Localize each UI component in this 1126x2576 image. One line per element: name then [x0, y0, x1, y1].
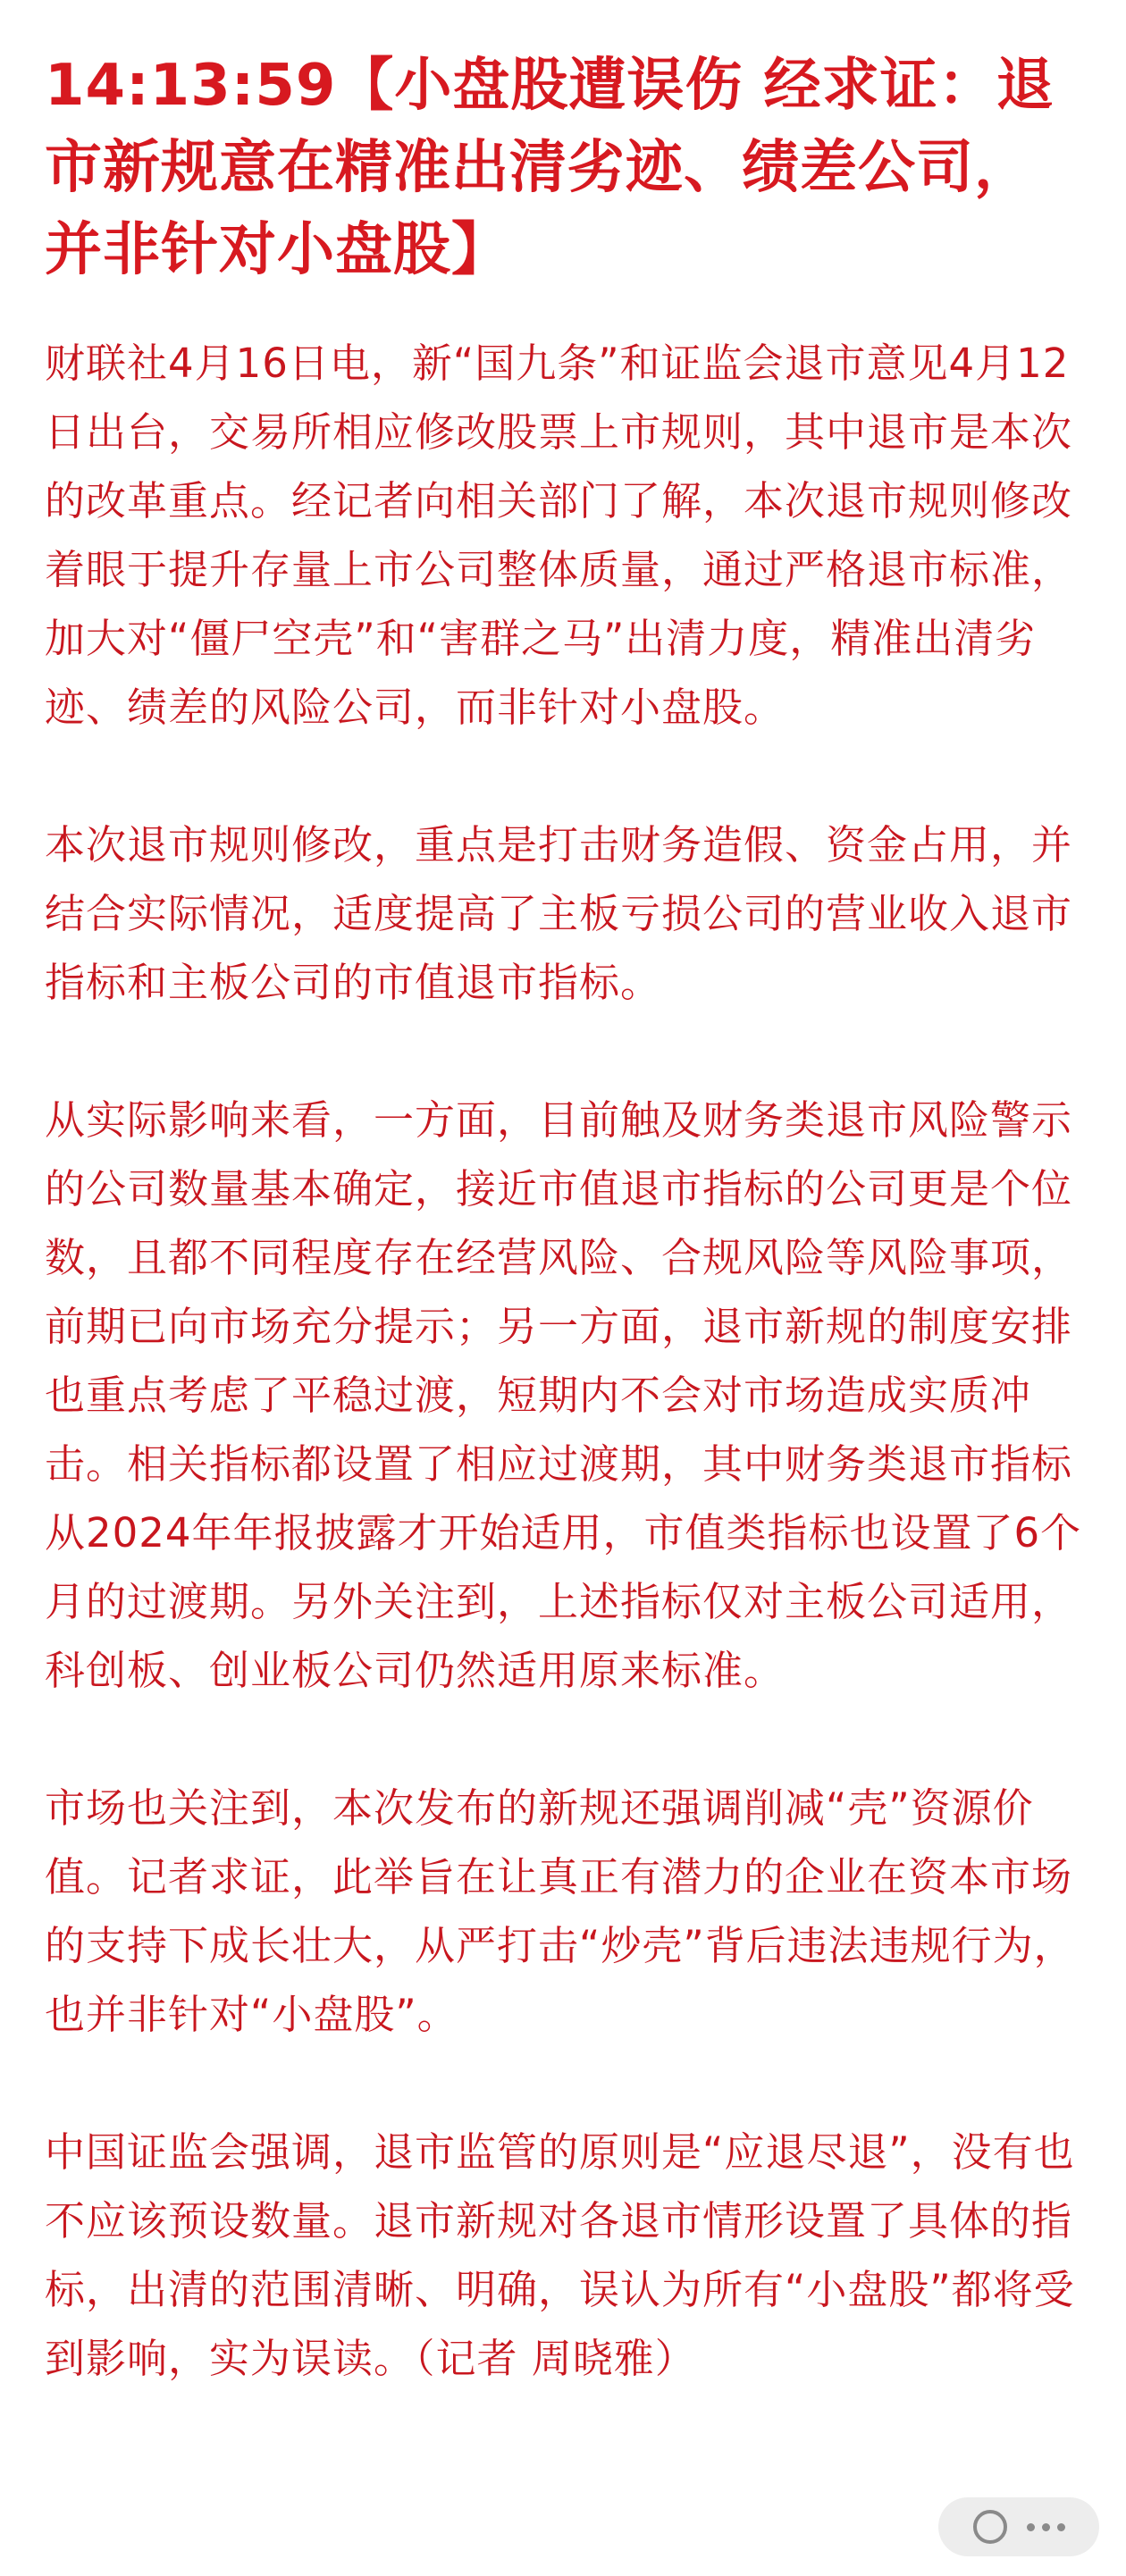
- article-paragraph-4: 市场也关注到，本次发布的新规还强调削减“壳”资源价值。记者求证，此举旨在让真正有潜力的企业在资本市场的支持下成长壮大，从严打击“炒壳”背后违法违规行为，也并非针对“小盘股”。: [45, 1784, 1075, 2038]
- article-headline: 14:13:59【小盘股遭误伤 经求证：退市新规意在精准出清劣迹、绩差公司，并非针对小盘股】: [45, 53, 1055, 283]
- news-article: [45, 45, 1086, 2393]
- more-dots-icon[interactable]: [1027, 2523, 1065, 2531]
- article-paragraph-2: 本次退市规则修改，重点是打击财务造假、资金占用，并结合实际情况，适度提高了主板亏损公司的营业收入退市指标和主板公司的市值退市指标。: [45, 821, 1073, 1006]
- article-paragraph-5: 中国证监会强调，退市监管的原则是“应退尽退”，没有也不应该预设数量。退市新规对各退市情形设置了具体的指标，出清的范围清晰、明确，误认为所有“小盘股”都将受到影响，实为误读。（记者 周晓雅）: [45, 2128, 1075, 2382]
- article-paragraph-1: 财联社4月16日电，新“国九条”和证监会退市意见4月12日出台，交易所相应修改股票上市规则，其中退市是本次的改革重点。经记者向相关部门了解，本次退市规则修改着眼于提升存量上市公司整体质量，通过严格退市标准，加大对“僵尸空壳”和“害群之马”出清力度，精准出清劣迹、绩差的风险公司，而非针对小盘股。: [45, 340, 1073, 731]
- article-paragraph-3: 从实际影响来看，一方面，目前触及财务类退市风险警示的公司数量基本确定，接近市值退市指标的公司更是个位数，且都不同程度存在经营风险、合规风险等风险事项，前期已向市场充分提示；另一方面，退市新规的制度安排也重点考虑了平稳过渡，短期内不会对市场造成实质冲击。相关指标都设置了相应过渡期，其中财务类退市指标从2024年年报披露才开始适用，市值类指标也设置了6个月的过渡期。另外关注到，上述指标仅对主板公司适用，科创板、创业板公司仍然适用原来标准。: [45, 1096, 1082, 1694]
- floating-capsule-button[interactable]: [938, 2497, 1099, 2556]
- circle-icon[interactable]: [973, 2510, 1007, 2544]
